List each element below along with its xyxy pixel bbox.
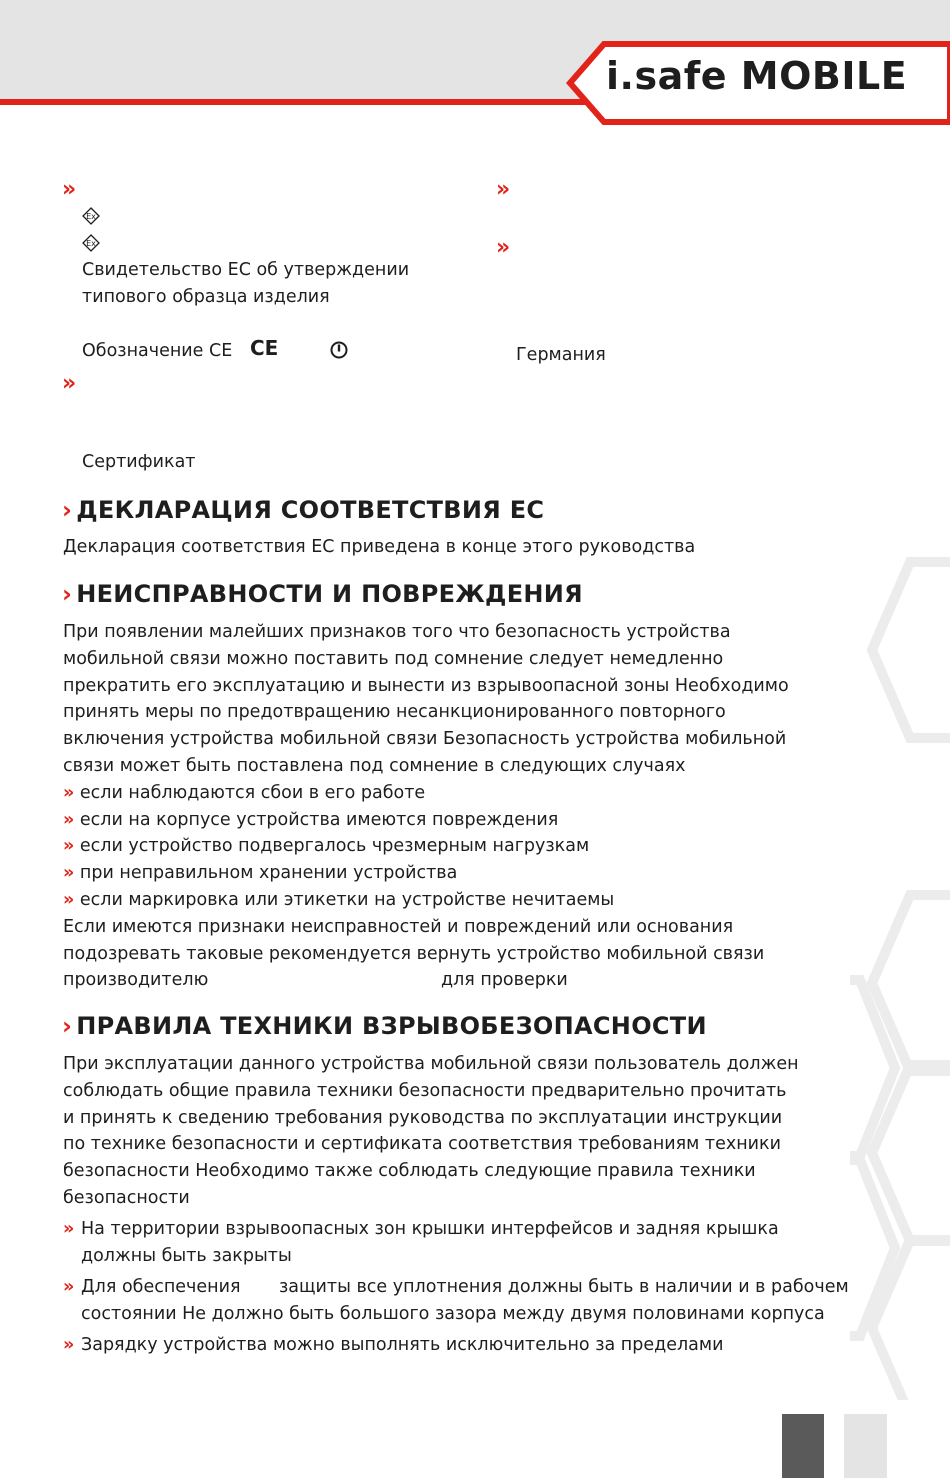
heading-marker: › (62, 496, 73, 524)
list-item: » если маркировка или этикетки на устройстве нечитаемы (63, 889, 615, 910)
bullet-marker: » (62, 177, 77, 202)
country-label: Германия (516, 345, 606, 365)
svg-text:Ex: Ex (86, 239, 96, 248)
bullet-marker: » (63, 1277, 75, 1297)
paragraph-line: Если имеются признаки неисправностей и повреждений или основания (63, 916, 734, 937)
section-title: НЕИСПРАВНОСТИ И ПОВРЕЖДЕНИЯ (76, 580, 583, 608)
page-tab-light (844, 1414, 887, 1478)
list-item: » если устройство подвергалось чрезмерным нагрузкам (63, 836, 590, 857)
list-item: » если наблюдаются сбои в его работе (63, 782, 426, 803)
section-title: ПРАВИЛА ТЕХНИКИ ВЗРЫВОБЕЗОПАСНОСТИ (76, 1012, 707, 1040)
bullet-marker: » (63, 1219, 75, 1239)
paragraph-line: по технике безопасности и сертификата соответствия требованиям техники (63, 1134, 781, 1155)
list-item: » Для обеспечения защиты все уплотнения должны быть в наличии и в рабочем состоянии Не должно быть большого зазора между двумя половинами корпуса (63, 1274, 825, 1328)
page-tab-dark (782, 1414, 824, 1478)
heading-marker: › (62, 1012, 73, 1040)
section-paragraph (63, 534, 883, 561)
bullet-marker: » (63, 836, 75, 857)
paragraph-line: подозревать таковые рекомендуется вернуть устройство мобильной связи (63, 943, 765, 964)
paragraph-line: безопасности (63, 1187, 190, 1208)
bullet-marker: » (62, 371, 77, 396)
bullet-marker: » (63, 863, 75, 884)
bullet-marker: » (63, 889, 75, 910)
certificate-label: Сертификат (82, 452, 196, 472)
bullet-marker: » (496, 177, 511, 202)
bullet-marker: » (63, 1335, 75, 1355)
bullet-marker: » (63, 809, 75, 830)
list-item: » Зарядку устройства можно выполнять исключительно за пределами (63, 1332, 825, 1359)
svg-text:Ex: Ex (86, 212, 96, 221)
ex-marking-icon (82, 207, 100, 225)
ce-label: Обозначение CE (82, 341, 233, 361)
paragraph-line: связи может быть поставлена под сомнение в следующих случаях (63, 755, 686, 776)
section-title: ДЕКЛАРАЦИЯ СООТВЕТСТВИЯ ЕС (76, 496, 545, 524)
section-paragraph (63, 619, 883, 994)
certificate-line-2: типового образца изделия (82, 287, 330, 307)
paragraph-line: включения устройства мобильной связи Безопасность устройства мобильной (63, 729, 787, 750)
bullet-marker: » (496, 235, 511, 260)
paragraph-line: мобильной связи можно поставить под сомнение следует немедленно (63, 648, 724, 669)
section-heading (62, 580, 583, 608)
paragraph-line: При появлении малейших признаков того что безопасность устройства (63, 622, 731, 642)
list-item: » На территории взрывоопасных зон крышки интерфейсов и задняя крышка должны быть закрыты (63, 1216, 825, 1270)
paragraph-line: безопасности Необходимо также соблюдать следующие правила техники (63, 1161, 756, 1182)
paragraph-line: соблюдать общие правила техники безопасности предварительно прочитать (63, 1080, 787, 1101)
paragraph-line: прекратить его эксплуатацию и вынести из взрывоопасной зоны Необходимо (63, 675, 789, 696)
list-item: » если на корпусе устройства имеются повреждения (63, 809, 559, 830)
rules-list (63, 1216, 849, 1359)
list-item: » при неправильном хранении устройства (63, 863, 458, 884)
section-heading (62, 496, 544, 524)
paragraph-line: Декларация соответствия ЕС приведена в конце этого руководства (63, 537, 696, 557)
heading-marker: › (62, 580, 73, 608)
paragraph-line: и принять к сведению требования руководства по эксплуатации инструкции (63, 1107, 783, 1128)
paragraph-line: производителю для проверки (63, 970, 568, 991)
paragraph-line: принять меры по предотвращению несанкционированного повторного (63, 702, 726, 723)
bullet-marker: » (63, 782, 75, 803)
paragraph-line: При эксплуатации данного устройства мобильной связи пользователь должен (63, 1054, 799, 1074)
section-paragraph (63, 1051, 883, 1212)
ex-marking-icon (82, 234, 100, 252)
alert-circle-icon (330, 341, 348, 359)
certificate-line-1: Свидетельство ЕС об утверждении (82, 260, 410, 280)
logo-text: i.safe MOBILE (606, 54, 908, 98)
ce-mark: CE (250, 336, 279, 360)
section-heading (62, 1012, 707, 1040)
